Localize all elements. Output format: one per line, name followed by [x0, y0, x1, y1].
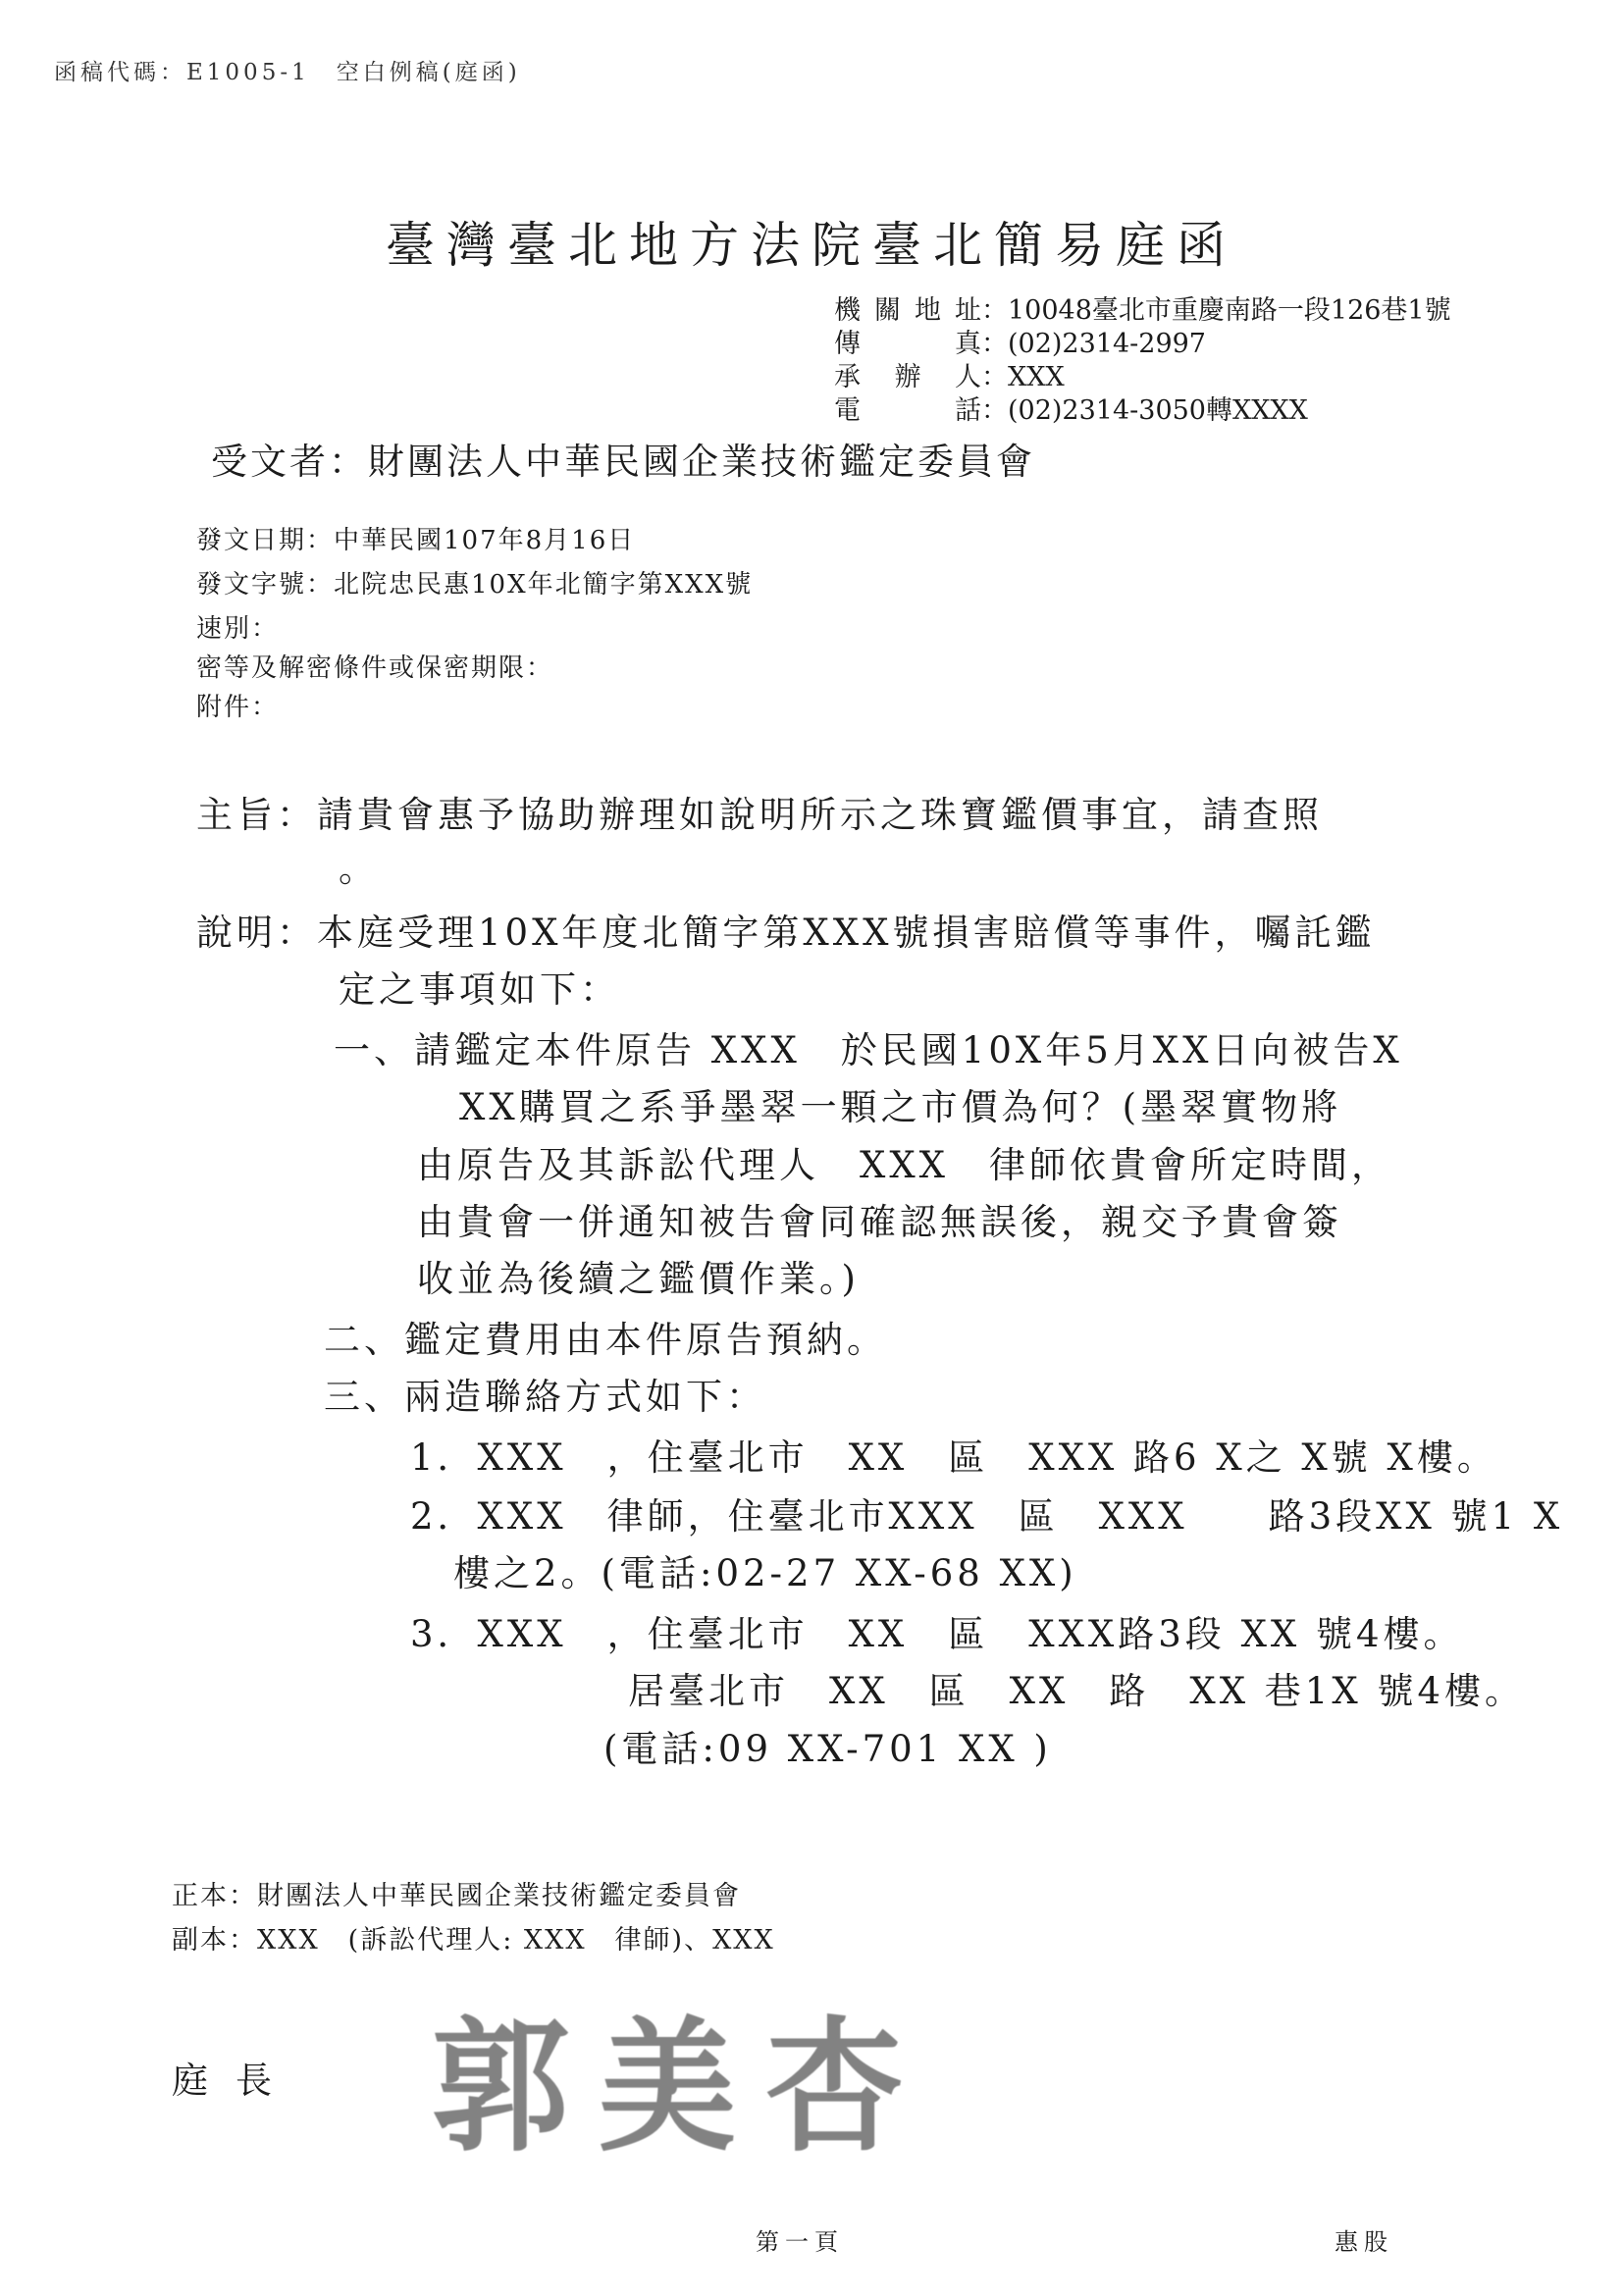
handler-label: 承辦人 — [834, 362, 981, 392]
form-code: 函稿代碼：E1005-1 空白例稿(庭函) — [54, 60, 521, 85]
attachments: 附件： — [196, 693, 280, 722]
item3: 三、兩造聯絡方式如下： — [324, 1376, 766, 1418]
item2: 二、鑑定費用由本件原告預納。 — [324, 1319, 887, 1361]
item1-line-5: 收並為後續之鑑價作業。) — [417, 1258, 860, 1300]
agency-address-row — [834, 294, 1451, 328]
phone-row — [834, 394, 1308, 428]
subject-line-2: 。 — [339, 848, 379, 890]
item1-line-3: 由原告及其訴訟代理人 XXX 律師依貴會所定時間， — [417, 1144, 1392, 1186]
fax-value: ：(02)2314-2997 — [981, 329, 1206, 359]
agency-address-value: ：10048臺北市重慶南路一段126巷1號 — [981, 295, 1451, 326]
item1-line-2: XX購買之系爭墨翠一顆之市價為何？(墨翠實物將 — [459, 1086, 1342, 1128]
handler-value: ：XXX — [981, 362, 1065, 392]
fax-label: 傳真 — [834, 329, 981, 359]
item1-line-4: 由貴會一併通知被告會同確認無誤後，親交予貴會簽 — [417, 1201, 1342, 1243]
classification: 密等及解密條件或保密期限： — [196, 653, 554, 683]
contact-2-line-1: 2．XXX 律師，住臺北市XXX 區 XXX 路3段XX 號1 X — [410, 1495, 1564, 1538]
contact-3-line-1: 3．XXX ，住臺北市 XX 區 XXX路3段 XX 號4樓。 — [410, 1613, 1464, 1655]
section-mark: 惠股 — [1335, 2228, 1393, 2256]
explanation-intro-2: 定之事項如下： — [339, 968, 620, 1011]
page-number: 第一頁 — [756, 2228, 844, 2256]
signature-title: 庭長 — [172, 2060, 299, 2102]
contact-3-line-3: (電話:09 XX-701 XX ) — [603, 1728, 1052, 1770]
explanation-intro-1: 說明：本庭受理10X年度北簡字第XXX號損害賠償等事件，囑託鑑 — [196, 912, 1376, 954]
signature-seal — [432, 1972, 932, 2179]
document-number: 發文字號：北院忠民惠10X年北簡字第XXX號 — [196, 570, 754, 600]
phone-value: ：(02)2314-3050轉XXXX — [981, 395, 1308, 426]
phone-label: 電話 — [834, 395, 981, 426]
subject-line-1: 主旨：請貴會惠予協助辦理如說明所示之珠寶鑑價事宜，請查照 — [196, 794, 1323, 836]
urgency: 速別： — [196, 614, 280, 644]
agency-address-label: 機關地址 — [834, 295, 981, 326]
item1-line-1: 一、請鑑定本件原告 XXX 於民國10X年5月XX日向被告X — [334, 1029, 1403, 1071]
original-recipient: 正本：財團法人中華民國企業技術鑑定委員會 — [172, 1881, 741, 1911]
signature-name: 郭美杏 — [432, 2003, 933, 2172]
contact-2-line-2: 樓之2。(電話:02-27 XX-68 XX) — [453, 1552, 1077, 1594]
recipient: 受文者：財團法人中華民國企業技術鑑定委員會 — [211, 441, 1035, 483]
contact-1: 1．XXX ，住臺北市 XX 區 XXX 路6 X之 X號 X樓。 — [410, 1436, 1497, 1479]
copy-recipients: 副本：XXX (訴訟代理人: XXX 律師)、XXX — [172, 1925, 775, 1956]
document-title: 臺灣臺北地方法院臺北簡易庭函 — [386, 217, 1237, 274]
contact-3-line-2: 居臺北市 XX 區 XX 路 XX 巷1X 號4樓。 — [628, 1670, 1525, 1712]
issue-date: 發文日期：中華民國107年8月16日 — [196, 526, 636, 555]
fax-row — [834, 328, 1206, 361]
handler-row — [834, 361, 1065, 394]
